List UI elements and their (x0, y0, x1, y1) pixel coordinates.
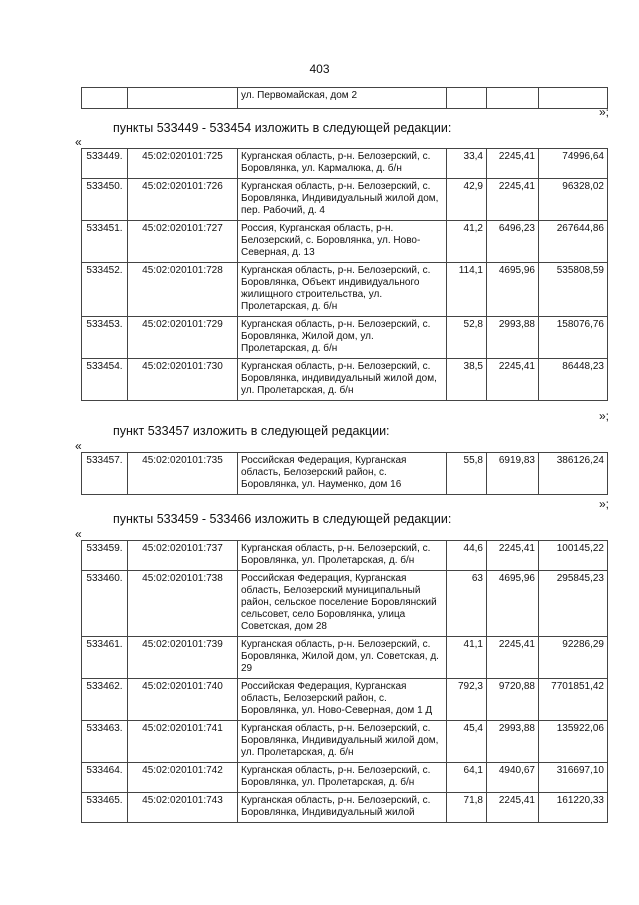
cell-value: 316697,10 (539, 763, 608, 793)
opening-quote: « (75, 135, 82, 149)
cell-address: Курганская область, р-н. Белозерский, с. Боровлянка, Индивидуальный жилой дом, пер. Рабочий, д. 4 (238, 179, 447, 221)
cell-number: 533451. (82, 221, 128, 263)
cell-cadastral: 45:02:020101:728 (128, 263, 238, 317)
closing-quote: »; (598, 409, 609, 423)
cell-address: Курганская область, р-н. Белозерский, с. Боровлянка, Жилой дом, ул. Советская, д. 29 (238, 637, 447, 679)
cell-address: Российская Федерация, Курганская область, Белозерский район, с. Боровлянка, ул. Науменко, дом 16 (238, 453, 447, 495)
cell-value: 100145,22 (539, 541, 608, 571)
cell-value: 386126,24 (539, 453, 608, 495)
cell-cadastral: 45:02:020101:738 (128, 571, 238, 637)
cell-value: 535808,59 (539, 263, 608, 317)
table-row (82, 359, 608, 401)
opening-quote: « (75, 527, 82, 541)
cell-cadastral (128, 88, 238, 109)
amendment-instruction: пункты 533459 - 533466 изложить в следующей редакции: (113, 512, 452, 526)
register-table (81, 148, 608, 401)
cell-rate: 2245,41 (487, 793, 539, 823)
cell-area: 45,4 (447, 721, 487, 763)
cell-area: 114,1 (447, 263, 487, 317)
cell-area: 44,6 (447, 541, 487, 571)
top-table (81, 87, 608, 109)
cell-rate: 4695,96 (487, 263, 539, 317)
cell-value: 74996,64 (539, 149, 608, 179)
cell-area: 38,5 (447, 359, 487, 401)
cell-value: 92286,29 (539, 637, 608, 679)
cell-rate: 2245,41 (487, 149, 539, 179)
cell-area: 41,1 (447, 637, 487, 679)
table-row (82, 221, 608, 263)
cell-rate: 2245,41 (487, 637, 539, 679)
cell-number: 533449. (82, 149, 128, 179)
cell-area: 33,4 (447, 149, 487, 179)
cell-area: 71,8 (447, 793, 487, 823)
cell-number: 533459. (82, 541, 128, 571)
cell-cadastral: 45:02:020101:743 (128, 793, 238, 823)
cell-number: 533454. (82, 359, 128, 401)
cell-number: 533453. (82, 317, 128, 359)
cell-address: Российская Федерация, Курганская область, Белозерский район, с. Боровлянка, ул. Ново-Северная, дом 1 Д (238, 679, 447, 721)
cell-cadastral: 45:02:020101:741 (128, 721, 238, 763)
cell-cadastral: 45:02:020101:742 (128, 763, 238, 793)
cell-rate: 2993,88 (487, 317, 539, 359)
table-row (82, 679, 608, 721)
cell-rate: 4940,67 (487, 763, 539, 793)
cell-cadastral: 45:02:020101:726 (128, 179, 238, 221)
page-number: 403 (309, 62, 330, 76)
table-row (82, 317, 608, 359)
table-row (82, 179, 608, 221)
cell-value: 86448,23 (539, 359, 608, 401)
cell-address: Курганская область, р-н. Белозерский, с. Боровлянка, Индивидуальный жилой дом, ул. Пролетарская, д. б/н (238, 721, 447, 763)
cell-cadastral: 45:02:020101:727 (128, 221, 238, 263)
cell-rate: 2993,88 (487, 721, 539, 763)
cell-number: 533465. (82, 793, 128, 823)
cell-value: 161220,33 (539, 793, 608, 823)
cell-area: 792,3 (447, 679, 487, 721)
cell-area: 52,8 (447, 317, 487, 359)
cell-area: 42,9 (447, 179, 487, 221)
cell-area: 41,2 (447, 221, 487, 263)
cell-address: Курганская область, р-н. Белозерский, с. Боровлянка, ул. Кармалюка, д. б/н (238, 149, 447, 179)
cell-value: 267644,86 (539, 221, 608, 263)
cell-value: 295845,23 (539, 571, 608, 637)
cell-address: ул. Первомайская, дом 2 (238, 88, 447, 109)
cell-address: Курганская область, р-н. Белозерский, с. Боровлянка, Индивидуальный жилой (238, 793, 447, 823)
register-table (81, 452, 608, 495)
cell-cadastral: 45:02:020101:729 (128, 317, 238, 359)
table-row (82, 637, 608, 679)
cell-value: 158076,76 (539, 317, 608, 359)
cell-value: 135922,06 (539, 721, 608, 763)
cell-number: 533461. (82, 637, 128, 679)
cell-number: 533463. (82, 721, 128, 763)
cell-address: Российская Федерация, Курганская область, Белозерский муниципальный район, сельское поселение Боровлянский сельсовет, село Боровлянка, улица Советская, дом 28 (238, 571, 447, 637)
cell-rate (487, 88, 539, 109)
cell-address: Курганская область, р-н. Белозерский, с. Боровлянка, Объект индивидуального жилищного строительства, ул. Пролетарская, д. б/н (238, 263, 447, 317)
cell-number: 533464. (82, 763, 128, 793)
table-row (82, 149, 608, 179)
cell-cadastral: 45:02:020101:730 (128, 359, 238, 401)
cell-cadastral: 45:02:020101:725 (128, 149, 238, 179)
cell-cadastral: 45:02:020101:739 (128, 637, 238, 679)
cell-rate: 9720,88 (487, 679, 539, 721)
cell-number: 533462. (82, 679, 128, 721)
amendment-instruction: пункты 533449 - 533454 изложить в следующей редакции: (113, 121, 452, 135)
cell-area: 64,1 (447, 763, 487, 793)
cell-number: 533457. (82, 453, 128, 495)
register-table (81, 540, 608, 823)
closing-quote: »; (598, 497, 609, 511)
cell-value: 96328,02 (539, 179, 608, 221)
table-row (82, 88, 608, 109)
cell-area: 55,8 (447, 453, 487, 495)
cell-address: Курганская область, р-н. Белозерский, с. Боровлянка, Жилой дом, ул. Пролетарская, д. б/н (238, 317, 447, 359)
table-row (82, 541, 608, 571)
table-row (82, 793, 608, 823)
cell-cadastral: 45:02:020101:735 (128, 453, 238, 495)
cell-value: 7701851,42 (539, 679, 608, 721)
cell-area (447, 88, 487, 109)
table-row (82, 763, 608, 793)
cell-address: Курганская область, р-н. Белозерский, с. Боровлянка, индивидуальный жилой дом, ул. Пролетарская, д. б/н (238, 359, 447, 401)
cell-number: 533460. (82, 571, 128, 637)
amendment-instruction: пункт 533457 изложить в следующей редакции: (113, 424, 390, 438)
cell-value (539, 88, 608, 109)
cell-cadastral: 45:02:020101:737 (128, 541, 238, 571)
closing-quote: »; (598, 105, 609, 119)
cell-area: 63 (447, 571, 487, 637)
table-row (82, 263, 608, 317)
opening-quote: « (75, 439, 82, 453)
cell-address: Россия, Курганская область, р-н. Белозерский, с. Боровлянка, ул. Ново-Северная, д. 13 (238, 221, 447, 263)
cell-rate: 6496,23 (487, 221, 539, 263)
cell-rate: 2245,41 (487, 359, 539, 401)
cell-rate: 2245,41 (487, 179, 539, 221)
cell-number: 533450. (82, 179, 128, 221)
cell-address: Курганская область, р-н. Белозерский, с. Боровлянка, ул. Пролетарская, д. б/н (238, 541, 447, 571)
cell-rate: 2245,41 (487, 541, 539, 571)
table-row (82, 453, 608, 495)
table-row (82, 721, 608, 763)
cell-number: 533452. (82, 263, 128, 317)
cell-number (82, 88, 128, 109)
cell-address: Курганская область, р-н. Белозерский, с. Боровлянка, ул. Пролетарская, д. б/н (238, 763, 447, 793)
cell-rate: 6919,83 (487, 453, 539, 495)
cell-rate: 4695,96 (487, 571, 539, 637)
table-row (82, 571, 608, 637)
cell-cadastral: 45:02:020101:740 (128, 679, 238, 721)
